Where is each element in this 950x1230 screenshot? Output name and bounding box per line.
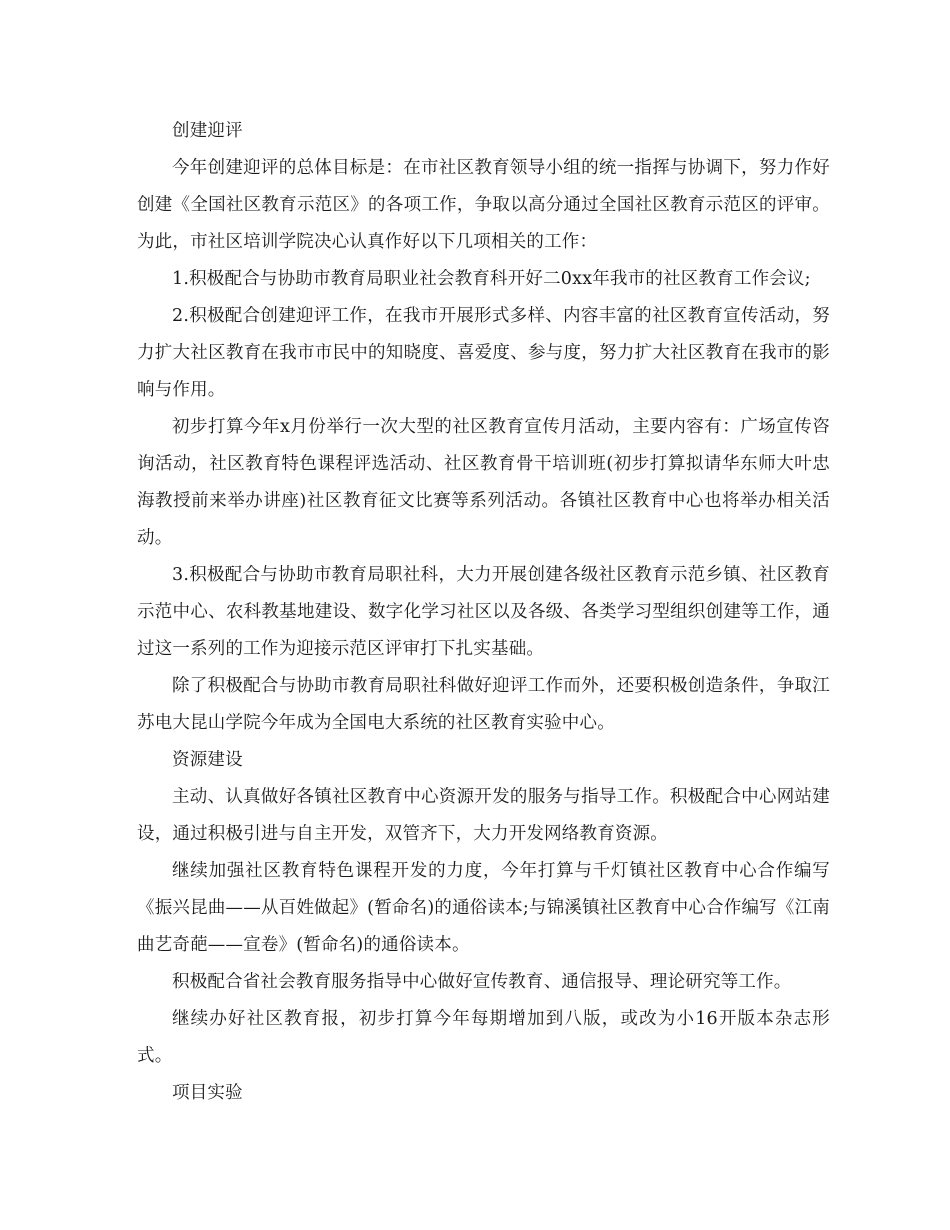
paragraph-resource-guidance: 主动、认真做好各镇社区教育中心资源开发的服务与指导工作。积极配合中心网站建设，通过积极引进与自主开发，双管齐下，大力开发网络教育资源。 [137,787,830,844]
paragraph-item-1: 1.积极配合与协助市教育局职业社会教育科开好二0xx年我市的社区教育工作会议; [172,269,811,289]
paragraph-community-newspaper: 继续办好社区教育报，初步打算今年每期增加到八版，或改为小16开版本杂志形式。 [137,1009,830,1066]
section-heading-chuangjian-yingping: 创建迎评 [172,121,243,141]
section-heading-xiangmu-shiyan: 项目实验 [172,1083,243,1103]
paragraph-overall-goal: 今年创建迎评的总体目标是：在市社区教育领导小组的统一指挥与协调下，努力作好创建《全国社区教育示范区》的各项工作，争取以高分通过全国社区教育示范区的评审。为此，市社区培训学院决心认真作好以下几项相关的工作： [137,158,830,252]
paragraph-publicity-month: 初步打算今年x月份举行一次大型的社区教育宣传月活动，主要内容有：广场宣传咨询活动，社区教育特色课程评选活动、社区教育骨干培训班(初步打算拟请华东师大叶忠海教授前来举办讲座)社区教育征文比赛等系列活动。各镇社区教育中心也将举办相关活动。 [137,417,830,548]
paragraph-provincial-cooperation: 积极配合省社会教育服务指导中心做好宣传教育、通信报导、理论研究等工作。 [172,972,792,992]
paragraph-item-2: 2.积极配合创建迎评工作，在我市开展形式多样、内容丰富的社区教育宣传活动，努力扩大社区教育在我市市民中的知晓度、喜爱度、参与度，努力扩大社区教育在我市的影响与作用。 [137,306,830,400]
section-heading-ziyuan-jianshe: 资源建设 [172,750,243,770]
paragraph-course-development: 继续加强社区教育特色课程开发的力度，今年打算与千灯镇社区教育中心合作编写《振兴昆曲——从百姓做起》(暂命名)的通俗读本;与锦溪镇社区教育中心合作编写《江南曲艺奇葩——宣卷》(暂命名)的通俗读本。 [137,861,830,955]
paragraph-item-3: 3.积极配合与协助市教育局职社科，大力开展创建各级社区教育示范乡镇、社区教育示范中心、农科教基地建设、数字化学习社区以及各级、各类学习型组织创建等工作，通过这一系列的工作为迎接示范区评审打下扎实基础。 [137,565,830,659]
paragraph-experiment-center: 除了积极配合与协助市教育局职社科做好迎评工作而外，还要积极创造条件，争取江苏电大昆山学院今年成为全国电大系统的社区教育实验中心。 [137,676,830,733]
